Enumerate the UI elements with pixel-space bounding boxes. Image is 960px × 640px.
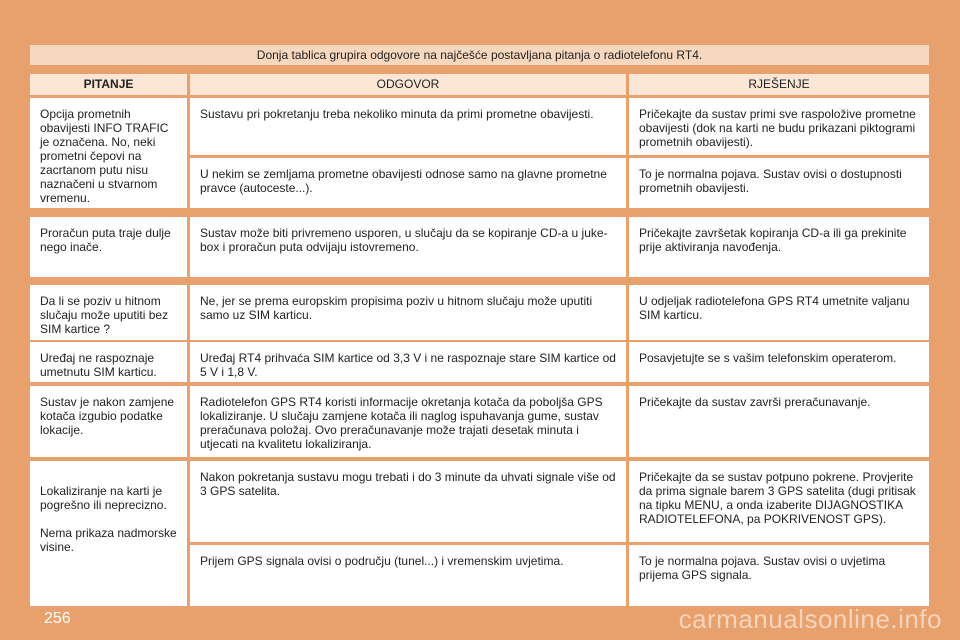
answer-cell: U nekim se zemljama prometne obavijesti odnose samo na glavne prometne pravce (autoceste...). xyxy=(190,158,626,208)
answer-cell: Sustavu pri pokretanju treba nekoliko minuta da primi prometne obavijesti. xyxy=(190,98,626,155)
header-question: PITANJE xyxy=(30,74,187,95)
solution-cell: Pričekajte da sustav primi sve raspoložive prometne obavijesti (dok na karti ne budu prikazani piktogrami prometnih obavijesti). xyxy=(629,98,929,155)
solution-cell: Pričekajte da sustav završi preračunavanje. xyxy=(629,386,929,457)
header-answer: ODGOVOR xyxy=(190,74,626,95)
solution-cell: U odjeljak radiotelefona GPS RT4 umetnite valjanu SIM karticu. xyxy=(629,285,929,340)
question-text: Lokaliziranje na karti je pogrešno ili neprecizno. xyxy=(40,484,167,512)
solution-cell: To je normalna pojava. Sustav ovisi o dostupnosti prometnih obavijesti. xyxy=(629,158,929,208)
question-cell: Sustav je nakon zamjene kotača izgubio podatke lokacije. xyxy=(30,386,187,457)
answer-cell: Uređaj RT4 prihvaća SIM kartice od 3,3 V i ne raspoznaje stare SIM kartice od 5 V i 1,8 V. xyxy=(190,342,626,382)
solution-cell: To je normalna pojava. Sustav ovisi o uvjetima prijema GPS signala. xyxy=(629,545,929,606)
question-cell xyxy=(30,461,187,606)
solution-cell: Posavjetujte se s vašim telefonskim operaterom. xyxy=(629,342,929,382)
question-text-secondary: Nema prikaza nadmorske visine. xyxy=(40,526,177,554)
solution-cell: Pričekajte završetak kopiranja CD-a ili ga prekinite prije aktiviranja navođenja. xyxy=(629,217,929,277)
solution-cell: Pričekajte da se sustav potpuno pokrene. Provjerite da prima signale barem 3 GPS satelita (dugi pritisak na tipku MENU, a onda izaberite DIJAGNOSTIKA RADIOTELEFONA, pa POKRIVENOST GPS). xyxy=(629,461,929,542)
question-cell: Uređaj ne raspoznaje umetnutu SIM karticu. xyxy=(30,342,187,382)
answer-cell: Radiotelefon GPS RT4 koristi informacije okretanja kotača da poboljša GPS lokaliziranje. U slučaju zamjene kotača ili naglog ispuhavanja gume, sustav preračunava položaj. Ovo preračunavanje može trajati desetak minuta i utjecati na kvalitetu lokaliziranja. xyxy=(190,386,626,457)
answer-cell: Sustav može biti privremeno usporen, u slučaju da se kopiranje CD-a u juke-box i proračun puta odvijaju istovremeno. xyxy=(190,217,626,277)
intro-banner: Donja tablica grupira odgovore na najčešće postavljana pitanja o radiotelefonu RT4. xyxy=(30,45,929,65)
question-cell: Da li se poziv u hitnom slučaju može uputiti bez SIM kartice ? xyxy=(30,285,187,340)
answer-cell: Prijem GPS signala ovisi o području (tunel...) i vremenskim uvjetima. xyxy=(190,545,626,606)
question-cell: Opcija prometnih obavijesti INFO TRAFIC je označena. No, neki prometni čepovi na zacrtanom putu nisu naznačeni u stvarnom vremenu. xyxy=(30,98,187,208)
header-solution: RJEŠENJE xyxy=(629,74,929,95)
answer-cell: Ne, jer se prema europskim propisima poziv u hitnom slučaju može uputiti samo uz SIM karticu. xyxy=(190,285,626,340)
watermark: carmanualsonline.info xyxy=(678,604,942,634)
page-number: 256 xyxy=(44,610,71,627)
answer-cell: Nakon pokretanja sustavu mogu trebati i do 3 minute da uhvati signale više od 3 GPS satelita. xyxy=(190,461,626,542)
question-cell: Proračun puta traje dulje nego inače. xyxy=(30,217,187,277)
